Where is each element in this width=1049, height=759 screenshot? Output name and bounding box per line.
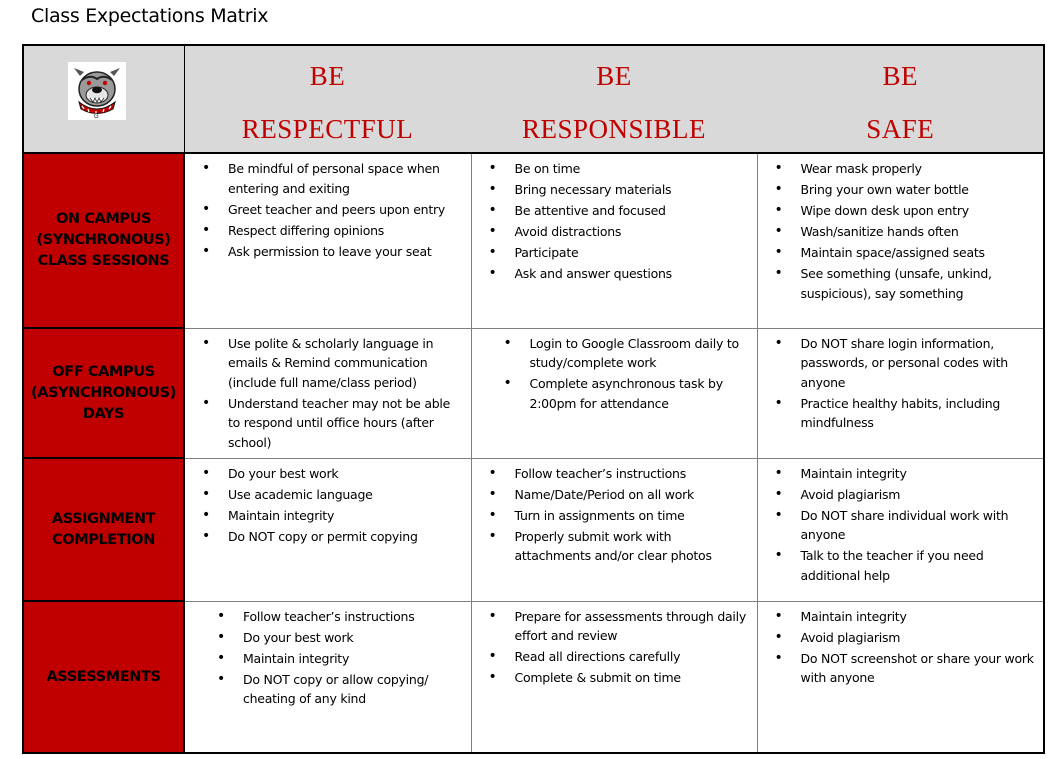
- row-label-line: (ASYNCHRONOUS): [31, 384, 176, 401]
- list-item: • Wear mask properly: [758, 159, 1044, 179]
- list-item: • See something (unsafe, unkind, suspicious), say something: [758, 264, 1044, 303]
- list-item: • Maintain space/assigned seats: [758, 243, 1044, 263]
- list-item: • Do your best work: [185, 628, 471, 648]
- list-item: • Ask and answer questions: [472, 264, 757, 284]
- list-item: • Follow teacher’s instructions: [185, 607, 471, 627]
- row-label-line: DAYS: [82, 405, 125, 422]
- list-item: • Avoid distractions: [472, 222, 757, 242]
- list-item: • Complete asynchronous task by 2:00pm for attendance: [472, 374, 757, 413]
- list-item: • Respect differing opinions: [185, 221, 471, 241]
- row-label-line: ASSIGNMENT: [51, 510, 156, 527]
- row-label-line: ASSESSMENTS: [46, 668, 161, 685]
- header-safe: BE SAFE: [757, 45, 1044, 153]
- bullet-list: [472, 607, 757, 688]
- document-title: Class Expectations Matrix: [31, 5, 269, 27]
- list-item: • Be attentive and focused: [472, 201, 757, 221]
- list-item: • Be on time: [472, 159, 757, 179]
- cell-respectful: [184, 601, 471, 753]
- list-item: • Turn in assignments on time: [472, 506, 757, 526]
- list-item: • Wash/sanitize hands often: [758, 222, 1044, 242]
- list-item: • Read all directions carefully: [472, 647, 757, 667]
- list-item: • Avoid plagiarism: [758, 485, 1044, 505]
- list-item: • Maintain integrity: [185, 506, 471, 526]
- list-item: • Be mindful of personal space when entering and exiting: [185, 159, 471, 198]
- list-item: • Do your best work: [185, 464, 471, 484]
- logo-cell: [23, 45, 184, 153]
- list-item: • Ask permission to leave your seat: [185, 242, 471, 262]
- list-item: • Avoid plagiarism: [758, 628, 1044, 648]
- expectations-matrix: [22, 44, 1045, 754]
- cell-respectful: [184, 458, 471, 601]
- list-item: • Practice healthy habits, including mindfulness: [758, 394, 1044, 433]
- header-responsible: BE RESPONSIBLE: [471, 45, 757, 153]
- bullet-list: [758, 159, 1044, 303]
- cell-safe: [757, 153, 1044, 328]
- cell-responsible: [471, 458, 757, 601]
- list-item: • Name/Date/Period on all work: [472, 485, 757, 505]
- bullet-list: [185, 159, 471, 261]
- list-item: • Greet teacher and peers upon entry: [185, 200, 471, 220]
- matrix-row: [23, 328, 1044, 458]
- cell-safe: [757, 328, 1044, 458]
- bullet-list: [185, 334, 471, 453]
- bulldog-logo-icon: [68, 62, 126, 120]
- cell-safe: [757, 601, 1044, 753]
- list-item: • Follow teacher’s instructions: [472, 464, 757, 484]
- list-item: • Prepare for assessments through daily effort and review: [472, 607, 757, 646]
- list-item: • Complete & submit on time: [472, 668, 757, 688]
- row-label: [23, 458, 184, 601]
- row-label-line: CLASS SESSIONS: [37, 253, 170, 269]
- list-item: • Wipe down desk upon entry: [758, 201, 1044, 221]
- list-item: • Do NOT share login information, passwords, or personal codes with anyone: [758, 334, 1044, 393]
- header-respectful: BE RESPECTFUL: [184, 45, 471, 153]
- row-label-line: COMPLETION: [52, 531, 155, 548]
- bullet-list: [472, 334, 757, 414]
- list-item: • Use academic language: [185, 485, 471, 505]
- list-item: • Maintain integrity: [185, 649, 471, 669]
- list-item: • Do NOT screenshot or share your work with anyone: [758, 649, 1044, 688]
- list-item: • Do NOT copy or allow copying/ cheating of any kind: [185, 670, 471, 709]
- list-item: • Understand teacher may not be able to respond until office hours (after school): [185, 394, 471, 453]
- cell-safe: [757, 458, 1044, 601]
- list-item: • Login to Google Classroom daily to study/complete work: [472, 334, 757, 373]
- list-item: • Do NOT share individual work with anyone: [758, 506, 1044, 545]
- matrix-row: [23, 458, 1044, 601]
- list-item: • Maintain integrity: [758, 464, 1044, 484]
- row-label-line: ON CAMPUS: [55, 211, 152, 227]
- row-label: [23, 153, 184, 328]
- matrix-row: [23, 601, 1044, 753]
- svg-text:G: G: [94, 114, 99, 120]
- list-item: • Do NOT copy or permit copying: [185, 527, 471, 547]
- list-item: • Properly submit work with attachments and/or clear photos: [472, 527, 757, 566]
- row-label-line: OFF CAMPUS: [52, 363, 155, 380]
- list-item: • Talk to the teacher if you need additional help: [758, 546, 1044, 585]
- header-row: [23, 45, 1044, 153]
- bullet-list: [185, 464, 471, 547]
- cell-responsible: [471, 328, 757, 458]
- bullet-list: [758, 464, 1044, 586]
- row-label: [23, 328, 184, 458]
- cell-responsible: [471, 601, 757, 753]
- list-item: • Use polite & scholarly language in emails & Remind communication (include full name/class period): [185, 334, 471, 393]
- row-label: [23, 601, 184, 753]
- list-item: • Bring your own water bottle: [758, 180, 1044, 200]
- list-item: • Maintain integrity: [758, 607, 1044, 627]
- bullet-list: [472, 464, 757, 566]
- bullet-list: [185, 607, 471, 709]
- row-label-line: (SYNCHRONOUS): [36, 232, 171, 248]
- list-item: • Participate: [472, 243, 757, 263]
- matrix-row: [23, 153, 1044, 328]
- cell-respectful: [184, 153, 471, 328]
- cell-responsible: [471, 153, 757, 328]
- cell-respectful: [184, 328, 471, 458]
- list-item: • Bring necessary materials: [472, 180, 757, 200]
- bullet-list: [758, 607, 1044, 688]
- bullet-list: [472, 159, 757, 284]
- bullet-list: [758, 334, 1044, 433]
